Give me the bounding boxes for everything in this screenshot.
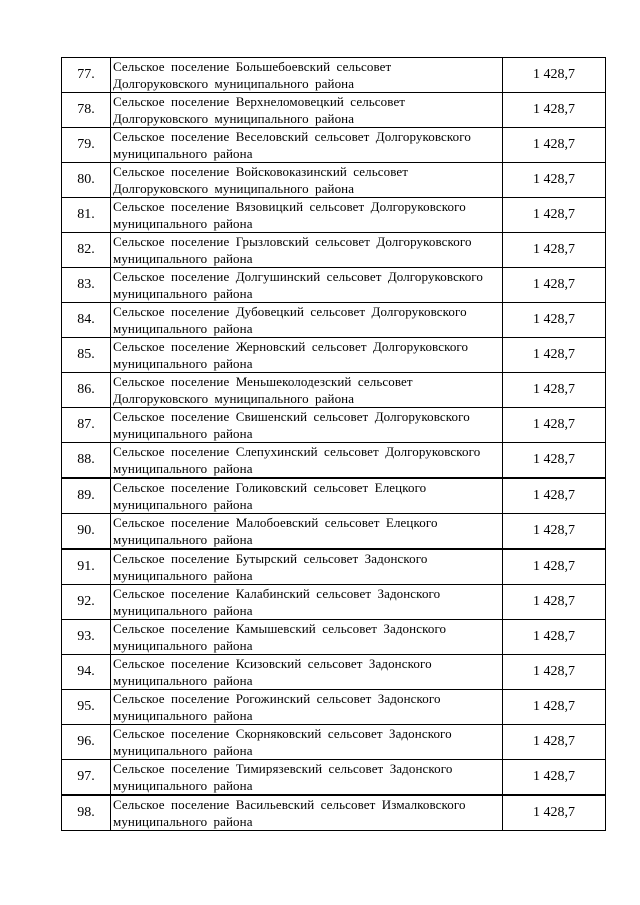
settlement-name [111, 58, 503, 93]
settlement-name-line1: Сельское поселение Ксизовский сельсовет Задонского [113, 656, 432, 671]
amount-value: 1 428,7 [503, 585, 606, 620]
settlement-name-line1: Сельское поселение Скорняковский сельсовет Задонского [113, 726, 452, 741]
table-row [62, 233, 606, 268]
settlement-name-line2: муниципального района [113, 532, 253, 547]
settlement-name-line1: Сельское поселение Долгушинский сельсовет Долгоруковского [113, 269, 484, 284]
settlement-name [111, 585, 503, 620]
settlement-name-line2: Долгоруковского муниципального района [113, 181, 355, 196]
table-row [62, 478, 606, 514]
settlement-name [111, 268, 503, 303]
row-number: 93. [62, 620, 111, 655]
amount-value: 1 428,7 [503, 760, 606, 796]
settlement-name-line1: Сельское поселение Слепухинский сельсовет Долгоруковского [113, 444, 481, 459]
settlement-name-line1: Сельское поселение Веселовский сельсовет Долгоруковского [113, 129, 471, 144]
amount-value: 1 428,7 [503, 725, 606, 760]
amount-value: 1 428,7 [503, 655, 606, 690]
settlement-name [111, 233, 503, 268]
settlement-name-line1: Сельское поселение Дубовецкий сельсовет Долгоруковского [113, 304, 467, 319]
settlement-name [111, 128, 503, 163]
amount-value: 1 428,7 [503, 338, 606, 373]
table-body [62, 58, 606, 831]
row-number: 81. [62, 198, 111, 233]
amount-value: 1 428,7 [503, 58, 606, 93]
settlement-name [111, 443, 503, 479]
table-row [62, 443, 606, 479]
settlement-name [111, 373, 503, 408]
table-row [62, 408, 606, 443]
row-number: 94. [62, 655, 111, 690]
table-row [62, 338, 606, 373]
settlement-name-line1: Сельское поселение Голиковский сельсовет Елецкого [113, 480, 427, 495]
settlement-name-line2: муниципального района [113, 356, 253, 371]
row-number: 89. [62, 478, 111, 514]
amount-value: 1 428,7 [503, 514, 606, 550]
row-number: 92. [62, 585, 111, 620]
settlement-name-line2: муниципального района [113, 568, 253, 583]
table-row [62, 268, 606, 303]
table-row [62, 549, 606, 585]
settlement-name-line1: Сельское поселение Калабинский сельсовет Задонского [113, 586, 441, 601]
row-number: 96. [62, 725, 111, 760]
settlement-name [111, 725, 503, 760]
row-number: 86. [62, 373, 111, 408]
amount-value: 1 428,7 [503, 408, 606, 443]
settlement-name-line1: Сельское поселение Большебоевский сельсовет [113, 59, 392, 74]
row-number: 88. [62, 443, 111, 479]
amount-value: 1 428,7 [503, 128, 606, 163]
settlement-name [111, 303, 503, 338]
row-number: 85. [62, 338, 111, 373]
amount-value: 1 428,7 [503, 549, 606, 585]
settlement-name-line2: Долгоруковского муниципального района [113, 76, 355, 91]
row-number: 83. [62, 268, 111, 303]
table-row [62, 760, 606, 796]
table-row [62, 128, 606, 163]
row-number: 84. [62, 303, 111, 338]
settlement-name-line2: муниципального района [113, 673, 253, 688]
settlement-name-line1: Сельское поселение Бутырский сельсовет Задонского [113, 551, 428, 566]
row-number: 79. [62, 128, 111, 163]
table-row [62, 795, 606, 831]
settlement-name-line1: Сельское поселение Рогожинский сельсовет Задонского [113, 691, 441, 706]
settlement-name-line2: муниципального района [113, 778, 253, 793]
settlement-name-line2: муниципального района [113, 461, 253, 476]
settlement-name [111, 620, 503, 655]
settlement-name [111, 760, 503, 796]
settlement-name [111, 690, 503, 725]
settlement-name-line1: Сельское поселение Малобоевский сельсовет Елецкого [113, 515, 438, 530]
table-row [62, 620, 606, 655]
table-row [62, 655, 606, 690]
settlement-name-line2: муниципального района [113, 251, 253, 266]
amount-value: 1 428,7 [503, 690, 606, 725]
settlement-name-line1: Сельское поселение Камышевский сельсовет Задонского [113, 621, 447, 636]
table-row [62, 690, 606, 725]
settlement-name-line1: Сельское поселение Верхнеломовецкий сельсовет [113, 94, 406, 109]
settlement-name-line2: муниципального района [113, 146, 253, 161]
settlement-name [111, 93, 503, 128]
settlement-name-line2: муниципального района [113, 603, 253, 618]
amount-value: 1 428,7 [503, 303, 606, 338]
row-number: 98. [62, 795, 111, 831]
settlement-name-line2: муниципального района [113, 743, 253, 758]
amount-value: 1 428,7 [503, 373, 606, 408]
table-row [62, 58, 606, 93]
table-row [62, 373, 606, 408]
row-number: 95. [62, 690, 111, 725]
settlement-name [111, 338, 503, 373]
settlement-name [111, 795, 503, 831]
row-number: 80. [62, 163, 111, 198]
table-row [62, 585, 606, 620]
amount-value: 1 428,7 [503, 795, 606, 831]
amount-value: 1 428,7 [503, 233, 606, 268]
settlement-name [111, 198, 503, 233]
settlement-name-line2: муниципального района [113, 216, 253, 231]
table-row [62, 514, 606, 550]
amount-value: 1 428,7 [503, 620, 606, 655]
settlement-name [111, 478, 503, 514]
amount-value: 1 428,7 [503, 478, 606, 514]
row-number: 91. [62, 549, 111, 585]
settlement-name-line1: Сельское поселение Войсковоказинский сельсовет [113, 164, 409, 179]
amount-value: 1 428,7 [503, 443, 606, 479]
settlement-name-line1: Сельское поселение Грызловский сельсовет Долгоруковского [113, 234, 472, 249]
amount-value: 1 428,7 [503, 198, 606, 233]
row-number: 97. [62, 760, 111, 796]
settlement-name [111, 549, 503, 585]
allocation-table [61, 57, 606, 831]
row-number: 87. [62, 408, 111, 443]
table-row [62, 93, 606, 128]
table-row [62, 198, 606, 233]
settlement-name-line1: Сельское поселение Васильевский сельсовет Измалковского [113, 797, 466, 812]
table-row [62, 725, 606, 760]
settlement-name [111, 408, 503, 443]
settlement-name-line2: муниципального района [113, 638, 253, 653]
settlement-name-line2: муниципального района [113, 286, 253, 301]
settlement-name-line2: муниципального района [113, 497, 253, 512]
settlement-name [111, 514, 503, 550]
settlement-name-line2: Долгоруковского муниципального района [113, 111, 355, 126]
settlement-name [111, 655, 503, 690]
row-number: 90. [62, 514, 111, 550]
row-number: 78. [62, 93, 111, 128]
settlement-name-line2: муниципального района [113, 814, 253, 829]
settlement-name-line2: муниципального района [113, 426, 253, 441]
table-row [62, 163, 606, 198]
settlement-name-line1: Сельское поселение Вязовицкий сельсовет Долгоруковского [113, 199, 466, 214]
table-row [62, 303, 606, 338]
settlement-name-line2: муниципального района [113, 708, 253, 723]
settlement-name-line1: Сельское поселение Тимирязевский сельсовет Задонского [113, 761, 453, 776]
amount-value: 1 428,7 [503, 163, 606, 198]
row-number: 77. [62, 58, 111, 93]
settlement-name-line1: Сельское поселение Жерновский сельсовет Долгоруковского [113, 339, 469, 354]
settlement-name-line2: Долгоруковского муниципального района [113, 391, 355, 406]
settlement-name-line1: Сельское поселение Меньшеколодезский сельсовет [113, 374, 413, 389]
amount-value: 1 428,7 [503, 93, 606, 128]
settlement-name-line2: муниципального района [113, 321, 253, 336]
row-number: 82. [62, 233, 111, 268]
amount-value: 1 428,7 [503, 268, 606, 303]
settlement-name-line1: Сельское поселение Свишенский сельсовет Долгоруковского [113, 409, 470, 424]
settlement-name [111, 163, 503, 198]
